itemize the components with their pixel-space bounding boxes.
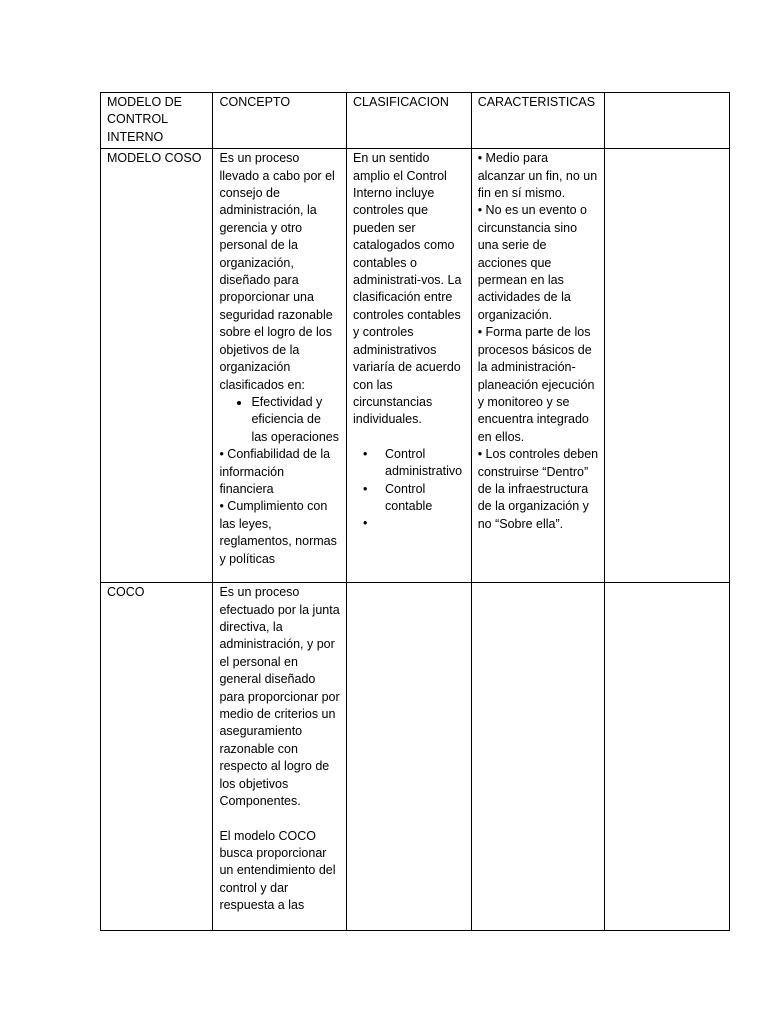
cell-model-coso: MODELO COSO: [101, 149, 213, 583]
header-cell-empty: [605, 93, 730, 149]
classification-coso-text: En un sentido amplio el Control Interno incluye controles que pueden ser catalogados como contables o administrati-vos. La clasificación entre controles contables y controles administrativos variaría de acuerdo con las circunstancias individuales.: [353, 151, 462, 427]
header-cell-concept: CONCEPTO: [213, 93, 347, 149]
cell-model-coco: COCO: [101, 583, 213, 931]
list-item: • Control administrativo: [385, 446, 465, 481]
cell-characteristics-coco: [471, 583, 605, 931]
header-cell-model: MODELO DE CONTROL INTERNO: [101, 93, 213, 149]
concept-coso-rest: • Confiabilidad de la información financiera • Cumplimiento con las leyes, reglamentos, normas y políticas: [219, 447, 337, 566]
cell-characteristics-coso: • Medio para alcanzar un fin, no un fin en sí mismo. • No es un evento o circunstancia sino una serie de acciones que permean en las actividades de la organización. • Forma parte de los procesos básicos de la administración-planeación ejecución y monitoreo y se encuentra integrado en ellos. • Los controles deben construirse “Dentro” de la infraestructura de la organización y no “Sobre ella”.: [471, 149, 605, 583]
spacer: [353, 429, 465, 446]
table-row: [101, 149, 730, 583]
concept-coso-bullet-list: [219, 394, 340, 446]
list-item: • Efectividad y eficiencia de las operaciones: [251, 394, 340, 446]
control-models-table: [100, 92, 730, 931]
cell-empty-coso: [605, 149, 730, 583]
concept-coco-p2: El modelo COCO busca proporcionar un entendimiento del control y dar respuesta a las: [219, 828, 336, 913]
classification-bullet-list: [353, 446, 465, 533]
cell-classification-coso: [347, 149, 472, 583]
list-item: • Control contable: [385, 481, 465, 516]
spacer: [219, 811, 340, 828]
cell-concept-coco: [213, 583, 347, 931]
cell-empty-coco: [605, 583, 730, 931]
table-row: [101, 583, 730, 931]
concept-coso-intro: Es un proceso llevado a cabo por el consejo de administración, la gerencia y otro personal de la organización, diseñado para proporcionar una seguridad razonable sobre el logro de los objetivos de la organización clasificados en:: [219, 151, 335, 392]
header-cell-classification: CLASIFICACION: [347, 93, 472, 149]
header-cell-characteristics: CARACTERISTICAS: [471, 93, 605, 149]
table-header-row: [101, 93, 730, 149]
cell-concept-coso: [213, 149, 347, 583]
list-item: [385, 515, 465, 532]
cell-classification-coco: [347, 583, 472, 931]
concept-coco-p1: Es un proceso efectuado por la junta directiva, la administración, y por el personal en general diseñado para proporcionar por medio de criterios un aseguramiento razonable con respecto al logro de los objetivos Componentes.: [219, 585, 340, 809]
